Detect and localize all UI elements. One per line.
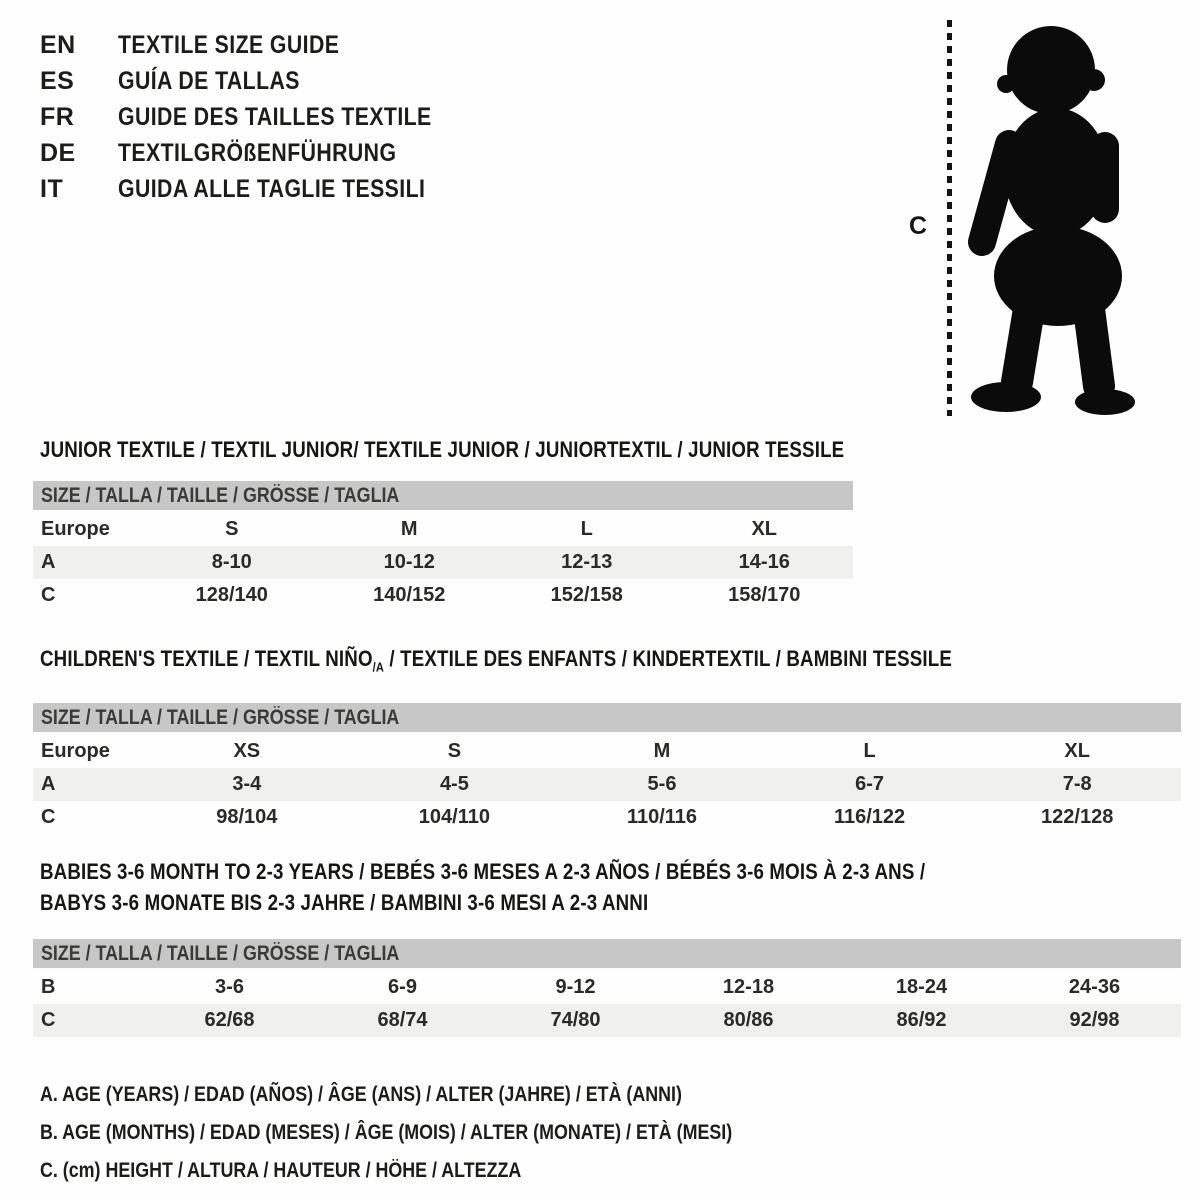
size-header-label: SIZE / TALLA / TAILLE / GRÖSSE / TAGLIA xyxy=(41,705,400,729)
babies-title-line1: BABIES 3-6 MONTH TO 2-3 YEARS / BEBÉS 3-6 MESES A 2-3 AÑOS / BÉBÉS 3-6 MOIS À 2-3 ANS / xyxy=(40,859,926,885)
lang-title: GUIDE DES TAILLES TEXTILE xyxy=(118,103,432,131)
table-cell: 3-4 xyxy=(143,768,351,801)
legend-line-age-months: B. AGE (MONTHS) / EDAD (MESES) / ÂGE (MOIS) / ALTER (MONATE) / ETÀ (MESI) xyxy=(40,1121,733,1145)
table-row-height xyxy=(33,579,853,612)
legend xyxy=(40,1083,1200,1197)
row-label: C xyxy=(41,584,56,606)
table-cell: 116/122 xyxy=(833,806,906,829)
size-column-header: S xyxy=(447,740,462,763)
table-cell: 14-16 xyxy=(676,546,854,579)
table-cell: 92/98 xyxy=(1008,1004,1181,1037)
table-cell: 7-8 xyxy=(973,768,1181,801)
table-cell: 122/128 xyxy=(1041,806,1114,829)
table-cell: 12-18 xyxy=(722,976,775,999)
legend-line-height: C. (cm) HEIGHT / ALTURA / HAUTEUR / HÖHE / ALTEZZA xyxy=(40,1159,522,1183)
size-column-header: L xyxy=(863,740,876,763)
junior-section xyxy=(0,437,1200,612)
table-cell: 98/104 xyxy=(216,806,278,829)
table-row-height xyxy=(33,1004,1181,1037)
columns-row xyxy=(33,512,853,547)
table-cell: 152/158 xyxy=(550,584,623,606)
table-cell: 128/140 xyxy=(195,584,268,606)
table-cell: 5-6 xyxy=(558,768,766,801)
table-cell: 12-13 xyxy=(498,546,676,579)
table-cell: 158/170 xyxy=(728,584,801,606)
table-cell: 68/74 xyxy=(316,1004,489,1037)
table-cell: 74/80 xyxy=(489,1004,662,1037)
junior-section-title xyxy=(40,437,1200,462)
row-label: A xyxy=(33,768,143,801)
table-row-age xyxy=(33,546,853,579)
region-label: Europe xyxy=(41,740,110,763)
table-cell: 18-24 xyxy=(895,976,948,999)
table-cell: 3-6 xyxy=(215,976,244,999)
row-label: C xyxy=(33,1004,143,1037)
legend-line-age-years: A. AGE (YEARS) / EDAD (AÑOS) / ÂGE (ANS) / ALTER (JAHRE) / ETÀ (ANNI) xyxy=(40,1083,682,1107)
table-row-height xyxy=(33,801,1181,834)
junior-size-table xyxy=(33,481,853,612)
babies-size-table xyxy=(33,939,1181,1037)
table-row-months xyxy=(33,970,1181,1005)
table-cell: 10-12 xyxy=(321,546,499,579)
lang-title: TEXTILGRÖßENFÜHRUNG xyxy=(118,139,397,167)
lang-title: GUÍA DE TALLAS xyxy=(118,67,300,95)
junior-section-title-text: JUNIOR TEXTILE / TEXTIL JUNIOR/ TEXTILE JUNIOR / JUNIORTEXTIL / JUNIOR TESSILE xyxy=(40,437,845,462)
children-title-subscript: /A xyxy=(372,659,385,675)
children-title-prefix: CHILDREN'S TEXTILE / TEXTIL NIÑO xyxy=(40,646,373,671)
table-cell: 110/116 xyxy=(626,806,698,829)
lang-code: ES xyxy=(40,67,75,95)
lang-code: IT xyxy=(40,175,64,203)
lang-code: FR xyxy=(40,103,75,131)
table-cell: 6-7 xyxy=(766,768,974,801)
table-cell: 4-5 xyxy=(351,768,559,801)
row-label: B xyxy=(41,976,56,999)
babies-section xyxy=(0,856,1200,1037)
table-row-age xyxy=(33,768,1181,801)
children-title-suffix: / TEXTILE DES ENFANTS / KINDERTEXTIL / BAMBINI TESSILE xyxy=(384,646,953,671)
row-label: A xyxy=(33,546,143,579)
baby-silhouette-icon xyxy=(959,14,1139,424)
lang-title: GUIDA ALLE TAGLIE TESSILI xyxy=(118,175,426,203)
size-column-header: S xyxy=(225,518,239,540)
table-cell: 6-9 xyxy=(388,976,417,999)
size-header-label: SIZE / TALLA / TAILLE / GRÖSSE / TAGLIA xyxy=(41,941,400,965)
table-cell: 104/110 xyxy=(418,806,490,829)
table-header-bar xyxy=(33,481,853,512)
children-section-title-text xyxy=(40,646,952,679)
children-section-title xyxy=(40,646,1200,679)
lang-code: EN xyxy=(40,31,76,59)
table-header-bar xyxy=(33,939,1181,970)
height-measure-figure xyxy=(895,0,1200,435)
lang-title: TEXTILE SIZE GUIDE xyxy=(118,31,340,59)
table-cell: 62/68 xyxy=(143,1004,316,1037)
children-size-table xyxy=(33,703,1181,834)
table-cell: 9-12 xyxy=(555,976,596,999)
size-column-header: XL xyxy=(751,518,778,540)
size-column-header: XL xyxy=(1064,740,1090,763)
children-section xyxy=(0,646,1200,834)
height-dashed-line-icon xyxy=(947,20,952,416)
babies-title-line2: BABYS 3-6 MONATE BIS 2-3 JAHRE / BAMBINI 3-6 MESI A 2-3 ANNI xyxy=(40,890,649,916)
table-cell: 24-36 xyxy=(1068,976,1121,999)
columns-row xyxy=(33,734,1181,769)
table-cell: 86/92 xyxy=(835,1004,1008,1037)
babies-section-title xyxy=(40,856,1200,918)
size-column-header: L xyxy=(580,518,593,540)
region-label: Europe xyxy=(41,518,110,540)
table-header-bar xyxy=(33,703,1181,734)
size-column-header: M xyxy=(400,518,418,540)
lang-code: DE xyxy=(40,139,76,167)
height-measure-label: C xyxy=(909,212,928,240)
row-label: C xyxy=(41,806,56,829)
size-header-label: SIZE / TALLA / TAILLE / GRÖSSE / TAGLIA xyxy=(41,483,400,507)
size-column-header: M xyxy=(653,740,671,763)
table-cell: 80/86 xyxy=(662,1004,835,1037)
table-cell: 140/152 xyxy=(373,584,446,606)
table-cell: 8-10 xyxy=(143,546,321,579)
size-column-header: XS xyxy=(233,740,261,763)
